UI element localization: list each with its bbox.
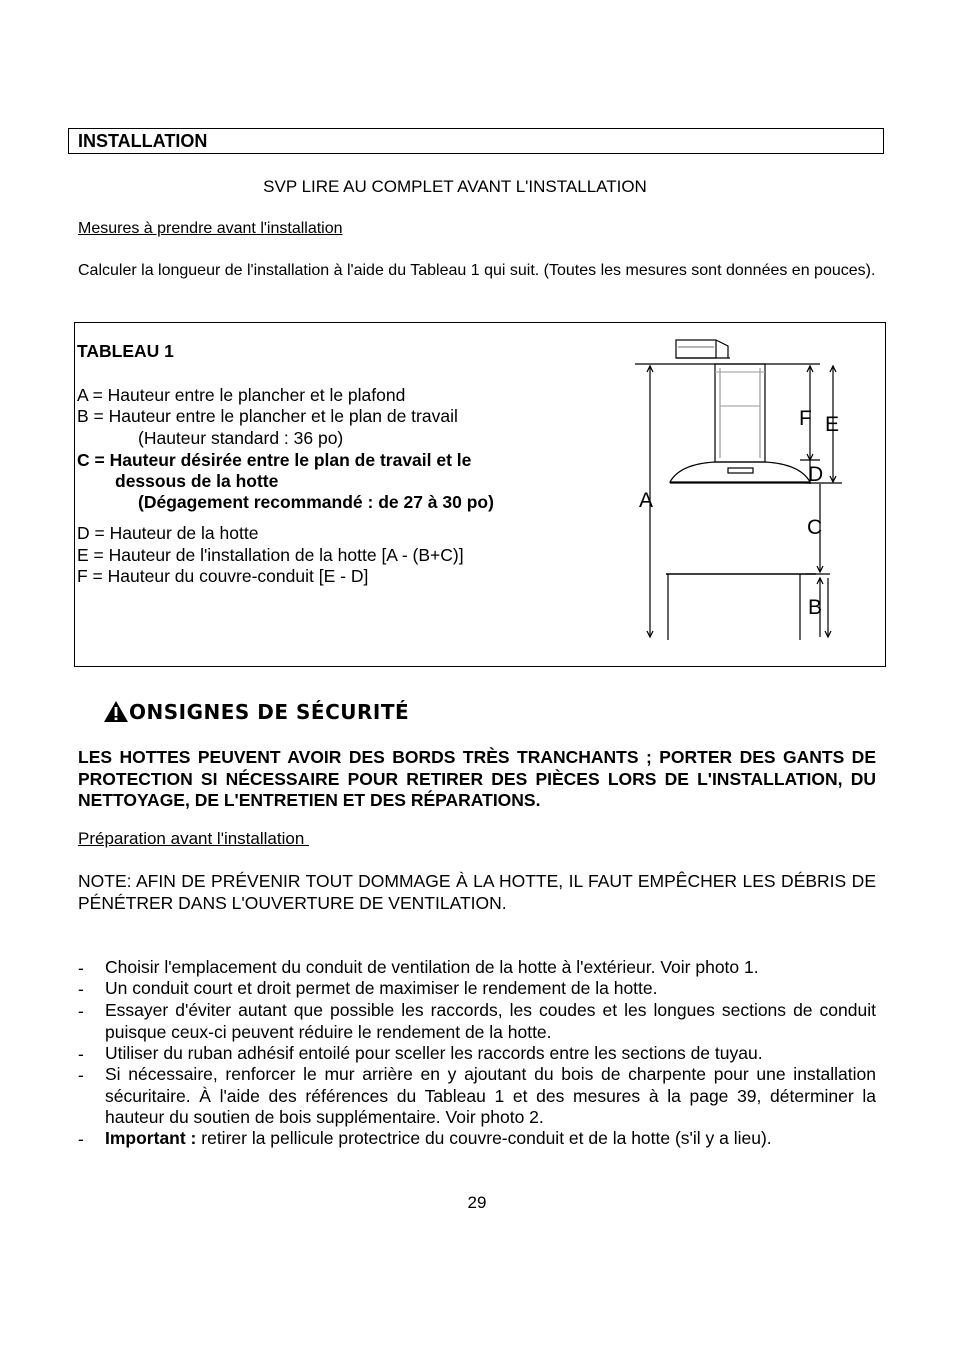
label-e: E	[825, 413, 840, 436]
label-a: A	[639, 489, 654, 512]
table-row-c-note: (Dégagement recommandé : de 27 à 30 po)	[138, 492, 494, 512]
list-item: Essayer d'éviter autant que possible les raccords, les coudes et les longues sections de conduit puisque ceux-ci peuvent réduire le rendement de la hotte.	[105, 1000, 876, 1042]
label-d: D	[808, 463, 824, 486]
chimney-cover	[715, 364, 765, 462]
list-bullet: -	[78, 958, 84, 978]
warning-triangle-icon	[103, 700, 129, 723]
list-bullet: -	[78, 979, 84, 999]
table-row-c-cont: dessous de la hotte	[115, 471, 279, 491]
list-bullet: -	[78, 1001, 84, 1021]
table-row-d: D = Hauteur de la hotte	[77, 523, 259, 543]
page-number: 29	[467, 1193, 487, 1212]
section-title: INSTALLATION	[78, 131, 208, 151]
list-item-important	[105, 1128, 876, 1150]
hood-canopy	[670, 462, 810, 482]
list-item: Utiliser du ruban adhésif entoilé pour sceller les raccords entre les sections de tuyau.	[105, 1043, 763, 1063]
important-text: retirer la pellicule protectrice du couvre-conduit et de la hotte (s'il y a lieu).	[196, 1128, 772, 1148]
table-title: TABLEAU 1	[77, 341, 174, 361]
table-row-c: C = Hauteur désirée entre le plan de travail et le	[77, 450, 472, 470]
preparation-note: NOTE: AFIN DE PRÉVENIR TOUT DOMMAGE À LA HOTTE, IL FAUT EMPÊCHER LES DÉBRIS DE PÉNÉTRER DANS L'OUVERTURE DE VENTILATION.	[78, 871, 876, 913]
label-f: F	[799, 407, 812, 430]
section-header	[68, 128, 884, 154]
safety-title: ONSIGNES DE SÉCURITÉ	[129, 700, 410, 724]
table-row-a: A = Hauteur entre le plancher et le plafond	[77, 385, 406, 405]
table-row-b: B = Hauteur entre le plancher et le plan de travail	[77, 406, 458, 426]
list-bullet: -	[78, 1065, 84, 1085]
table-row-e: E = Hauteur de l'installation de la hotte [A - (B+C)]	[77, 545, 464, 565]
list-bullet: -	[78, 1129, 84, 1149]
preparation-heading: Préparation avant l'installation	[78, 829, 309, 848]
read-all-notice: SVP LIRE AU COMPLET AVANT L'INSTALLATION	[263, 177, 647, 196]
label-c: C	[807, 516, 823, 539]
table-row-f: F = Hauteur du couvre-conduit [E - D]	[77, 566, 369, 586]
table-row-b-note: (Hauteur standard : 36 po)	[138, 428, 344, 448]
range-hood-diagram	[620, 332, 860, 647]
list-bullet: -	[78, 1044, 84, 1064]
list-item: Si nécessaire, renforcer le mur arrière en y ajoutant du bois de charpente pour une installation sécuritaire. À l'aide des références du Tableau 1 et des mesures à la page 39, déterminer la hauteur du soutien de bois supplémentaire. Voir photo 2.	[105, 1064, 876, 1127]
duct-outlet	[676, 340, 716, 358]
measures-intro: Calculer la longueur de l'installation à l'aide du Tableau 1 qui suit. (Toutes les mesures sont données en pouces).	[78, 262, 876, 279]
important-label: Important :	[105, 1128, 197, 1148]
safety-warning: LES HOTTES PEUVENT AVOIR DES BORDS TRÈS TRANCHANTS ; PORTER DES GANTS DE PROTECTION SI NÉCESSAIRE POUR RETIRER DES PIÈCES LORS DE L'INSTALLATION, DU NETTOYAGE, DE L'ENTRETIEN ET DES RÉPARATIONS.	[78, 747, 876, 810]
list-item: Un conduit court et droit permet de maximiser le rendement de la hotte.	[105, 978, 658, 998]
measures-heading: Mesures à prendre avant l'installation	[78, 220, 343, 237]
label-b: B	[808, 596, 823, 619]
list-item: Choisir l'emplacement du conduit de ventilation de la hotte à l'extérieur. Voir photo 1.	[105, 957, 759, 977]
control-panel	[728, 468, 753, 473]
